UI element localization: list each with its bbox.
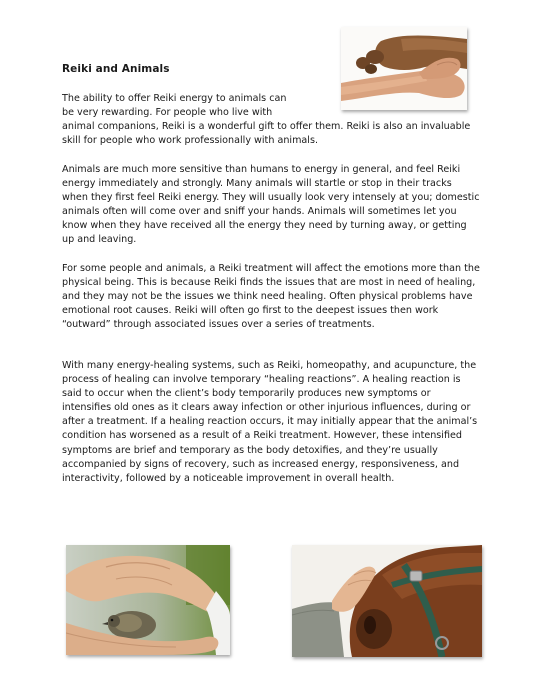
paragraph-1-rest: animal companions, Reiki is a wonderful gift to offer them. Reiki is also an invaluable skill for people who work professionally with animals. — [62, 121, 471, 147]
paragraph-2: Animals are much more sensitive than humans to energy in general, and feel Reiki energy immediately and strongly. Many animals will startle or stop in their tracks when they first feel Reiki energy. They will usually look very intensely at you; domestic animals often will come over and sniff your hands. Animals will sometimes let you know when they have received all the energy they need by turning away, or getting up and leaving. — [62, 164, 480, 246]
paragraph-1 — [62, 92, 480, 148]
paragraph-3: For some people and animals, a Reiki treatment will affect the emotions more than the physical being. This is because Reiki finds the issues that are most in need of healing, and they may not be the issues we think need healing. Often physical problems have emotional root causes. Reiki will often go first to the deepest issues then work “outward” through associated issues over a series of treatments. — [62, 263, 480, 331]
hand-on-horse-photo — [292, 545, 482, 657]
paragraph-4: With many energy-healing systems, such as Reiki, homeopathy, and acupuncture, the process of healing can involve temporary “healing reactions”. A healing reaction is said to occur when the client’s body temporarily produces new symptoms or intensifies old ones as it clears away infection or other injurious influences, during or after a treatment. If a healing reaction occurs, it may initially appear that the animal’s condition has worsened as a result of a Reiki treatment. However, these intensified symptoms are brief and temporary as the body detoxifies, and they’re usually accompanied by signs of recovery, such as increased energy, responsiveness, and interactivity, followed by a noticeable improvement in overall health. — [62, 360, 478, 484]
paragraph-1-line-1: The ability to offer Reiki energy to animals can — [62, 93, 287, 104]
paragraph-1-line-2: be very rewarding. For people who live with — [62, 107, 273, 119]
document-title: Reiki and Animals — [62, 63, 170, 75]
hands-with-bird-photo — [66, 545, 230, 655]
